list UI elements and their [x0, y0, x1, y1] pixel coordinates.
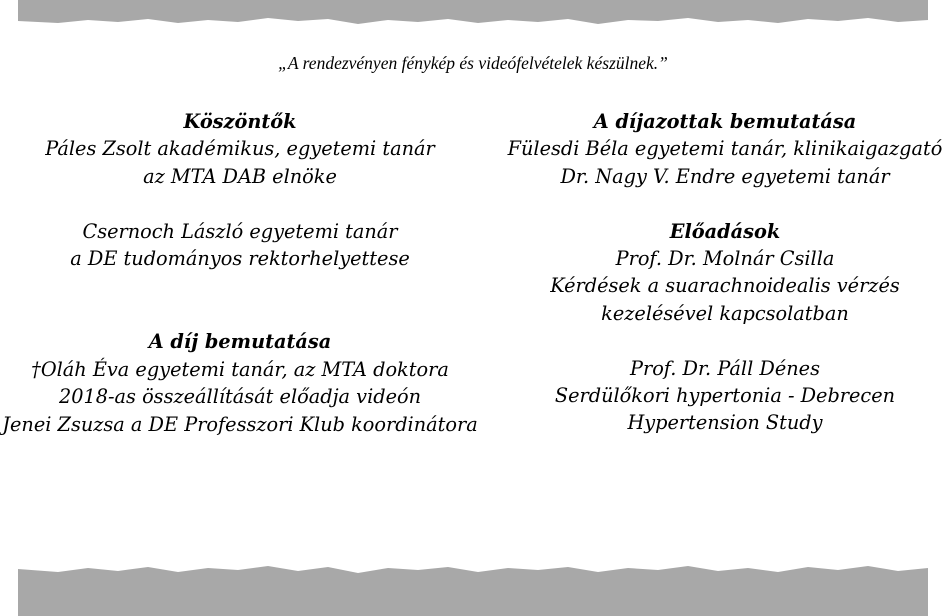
lecture-1-title-line-1: Kérdések a suarachnoidealis vérzés [550, 274, 900, 298]
torn-paper-bottom-edge [18, 562, 928, 616]
photo-video-notice: „A rendezvényen fénykép és videófelvételek készülnek.” [278, 53, 668, 73]
lecture-2-title-line-1: Serdülőkori hypertonia - Debrecen [554, 384, 896, 408]
award-presentation-line-3: Jenei Zsuzsa a DE Professzori Klub koordinátora [2, 412, 478, 436]
lecture-2-speaker: Prof. Dr. Páll Dénes [630, 356, 820, 380]
greetings-heading: Köszöntők [183, 110, 297, 133]
greeting-speaker-2-name: Csernoch László egyetemi tanár [82, 219, 398, 243]
greeting-speaker-2-role: a DE tudományos rektorhelyettese [70, 247, 410, 271]
award-presentation-heading: A díj bemutatása [148, 330, 332, 354]
torn-paper-top-edge [18, 0, 928, 26]
lecture-1-title-line-2: kezelésével kapcsolatban [601, 301, 849, 325]
right-program-column [500, 108, 946, 437]
awardees-heading: A díjazottak bemutatása [593, 110, 857, 133]
greeting-speaker-1-role: az MTA DAB elnöke [143, 164, 337, 188]
lectures-heading: Előadások [669, 219, 781, 243]
awardee-2: Dr. Nagy V. Endre egyetemi tanár [560, 164, 890, 188]
award-presentation-line-2: 2018-as összeállítását előadja videón [58, 385, 422, 409]
greeting-speaker-1-name: Páles Zsolt akadémikus, egyetemi tanár [45, 137, 435, 161]
left-program-column [0, 108, 480, 438]
award-presentation-line-1: †Oláh Éva egyetemi tanár, az MTA doktora [31, 357, 449, 381]
awardee-1: Fülesdi Béla egyetemi tanár, klinikaigazgató [507, 137, 943, 161]
lecture-1-speaker: Prof. Dr. Molnár Csilla [615, 247, 835, 271]
lecture-2-title-line-2: Hypertension Study [627, 411, 823, 435]
